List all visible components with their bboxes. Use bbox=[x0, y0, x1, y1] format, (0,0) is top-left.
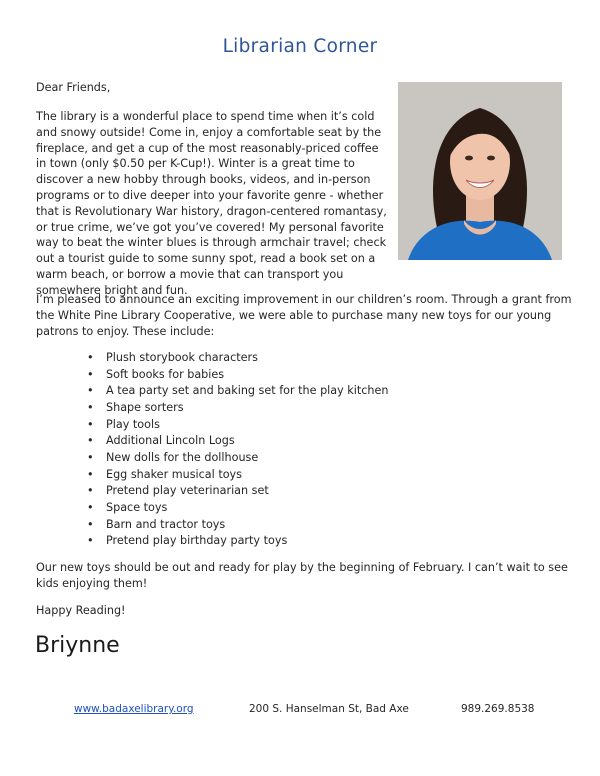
toys-list bbox=[0, 350, 389, 550]
bullet-icon: • bbox=[87, 484, 94, 498]
letter-paragraph-intro: The library is a wonderful place to spend time when it’s cold and snowy outside! Come in, enjoy a comfortable seat by the fireplace, and get a cup of the most reasonably-priced coffee in town (only $0.50 per K-Cup!). Winter is a great time to discover a new hobby through books, videos, and in-person programs or to dive deeper into your favorite genre - whether that is Revolutionary War history, dragon-centered romantasy, or true crime, we’ve got you’ve covered! My personal favorite way to beat the winter blues is through armchair travel; check out a tourist guide to some sunny spot, read a book set on a warm beach, or borrow a movie that can transport you somewhere bright and fun. bbox=[36, 110, 387, 297]
list-item-label: Space toys bbox=[106, 500, 168, 514]
bullet-icon: • bbox=[87, 500, 94, 514]
website-link[interactable]: www.badaxelibrary.org bbox=[74, 703, 194, 715]
list-item bbox=[0, 450, 389, 467]
page-title: Librarian Corner bbox=[222, 36, 378, 57]
list-item-label: Play tools bbox=[106, 417, 160, 431]
list-item-label: Plush storybook characters bbox=[106, 351, 258, 364]
list-item bbox=[0, 383, 389, 400]
list-item bbox=[0, 517, 389, 534]
bullet-icon: • bbox=[87, 517, 94, 531]
list-item bbox=[0, 417, 389, 434]
list-item-label: Barn and tractor toys bbox=[106, 517, 226, 531]
letter-paragraph-conclusion: Our new toys should be out and ready for play by the beginning of February. I can’t wait to see kids enjoying them! bbox=[36, 561, 568, 590]
list-item-label: Pretend play veterinarian set bbox=[106, 484, 269, 498]
bullet-icon: • bbox=[87, 367, 94, 381]
list-item-label: New dolls for the dollhouse bbox=[106, 450, 259, 464]
list-item-label: Pretend play birthday party toys bbox=[106, 534, 288, 548]
bullet-icon: • bbox=[87, 450, 94, 464]
list-item-label: A tea party set and baking set for the play kitchen bbox=[106, 384, 389, 398]
list-item bbox=[0, 467, 389, 484]
list-item-label: Shape sorters bbox=[106, 400, 184, 414]
bullet-icon: • bbox=[87, 434, 94, 448]
bullet-icon: • bbox=[87, 351, 94, 364]
list-item bbox=[0, 483, 389, 500]
list-item-label: Egg shaker musical toys bbox=[106, 467, 242, 481]
footer bbox=[0, 703, 600, 719]
letter-greeting: Dear Friends, bbox=[36, 81, 111, 94]
portrait-icon bbox=[398, 82, 562, 260]
footer-address: 200 S. Hanselman St, Bad Axe bbox=[249, 703, 409, 715]
bullet-icon: • bbox=[87, 384, 94, 398]
list-item-label: Soft books for babies bbox=[106, 367, 225, 381]
bullet-icon: • bbox=[87, 417, 94, 431]
bullet-icon: • bbox=[87, 400, 94, 414]
bullet-icon: • bbox=[87, 467, 94, 481]
footer-phone: 989.269.8538 bbox=[461, 703, 535, 715]
letter-paragraph-announcement: I’m pleased to announce an exciting improvement in our children’s room. Through a grant from the White Pine Library Cooperative, we were able to purchase many new toys for our young patrons to enjoy. These include: bbox=[36, 293, 572, 338]
list-item bbox=[0, 400, 389, 417]
letter-closing: Happy Reading! bbox=[36, 604, 126, 617]
list-item bbox=[0, 500, 389, 517]
list-item bbox=[0, 350, 389, 367]
bullet-icon: • bbox=[87, 534, 94, 548]
librarian-photo bbox=[398, 82, 562, 260]
list-item bbox=[0, 433, 389, 450]
list-item bbox=[0, 533, 389, 550]
list-item-label: Additional Lincoln Logs bbox=[106, 434, 235, 448]
signature: Briynne bbox=[35, 633, 120, 658]
list-item bbox=[0, 367, 389, 384]
